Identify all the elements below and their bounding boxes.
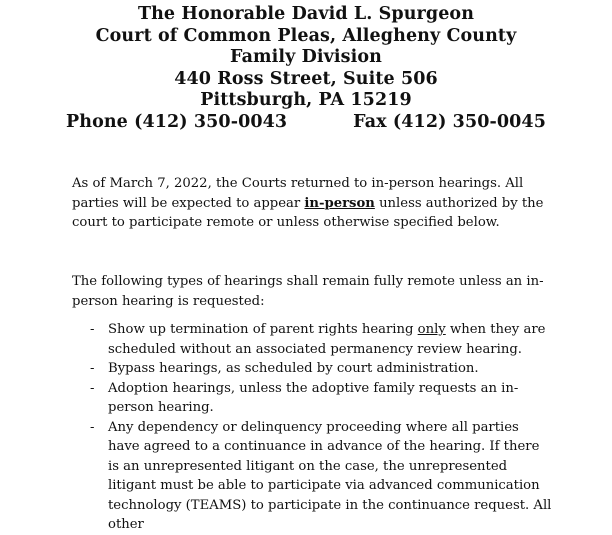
city-state-zip: Pittsburgh, PA 15219 (200, 90, 412, 110)
notice-text-after: unless authorized by the court to participate remote or unless otherwise specified below. (72, 195, 544, 230)
list-item-text: Bypass hearings, as scheduled by court administration. (108, 361, 479, 376)
fax-number: Fax (412) 350-0045 (353, 111, 546, 132)
list-bullet: - (90, 361, 95, 376)
division-name: Family Division (230, 47, 382, 67)
court-name: Court of Common Pleas, Allegheny County (95, 25, 517, 46)
in-person-emphasis: in-person (304, 195, 375, 211)
contact-row (0, 112, 612, 134)
remote-hearing-list (72, 320, 552, 535)
list-item-underlined: only (417, 322, 446, 337)
list-item-text: Any dependency or delinquency proceeding where all parties have agreed to a continuance in advance of the hearing. If there is an unrepresented litigant on the case, the unrepresented litigant must be able to participate via advanced communication technology (TEAMS) to participate in the continuance request. All other (108, 419, 552, 532)
list-bullet: - (90, 380, 95, 396)
list-item-text: Adoption hearings, unless the adoptive family requests an in-person hearing. (108, 380, 519, 415)
list-item-text-after: when they are scheduled without an associated permanency review hearing. (108, 322, 546, 357)
list-bullet: - (90, 322, 95, 337)
list-bullet: - (90, 419, 95, 435)
list-item (72, 418, 552, 535)
street-address: 440 Ross Street, Suite 506 (174, 68, 438, 89)
list-item (72, 379, 552, 418)
letterhead (0, 4, 612, 133)
in-person-notice-paragraph (72, 174, 552, 233)
remote-hearings-intro: The following types of hearings shall remain fully remote unless an in-person hearing is requested: (72, 274, 544, 309)
list-item (72, 359, 552, 379)
phone-number: Phone (412) 350-0043 (65, 111, 288, 132)
list-item-text: Show up termination of parent rights hearing (108, 322, 418, 337)
list-item (72, 320, 552, 359)
judge-name: The Honorable David L. Spurgeon (137, 4, 475, 24)
notice-text-before: As of March 7, 2022, the Courts returned to in-person hearings. All parties will be expected to appear (72, 176, 524, 211)
